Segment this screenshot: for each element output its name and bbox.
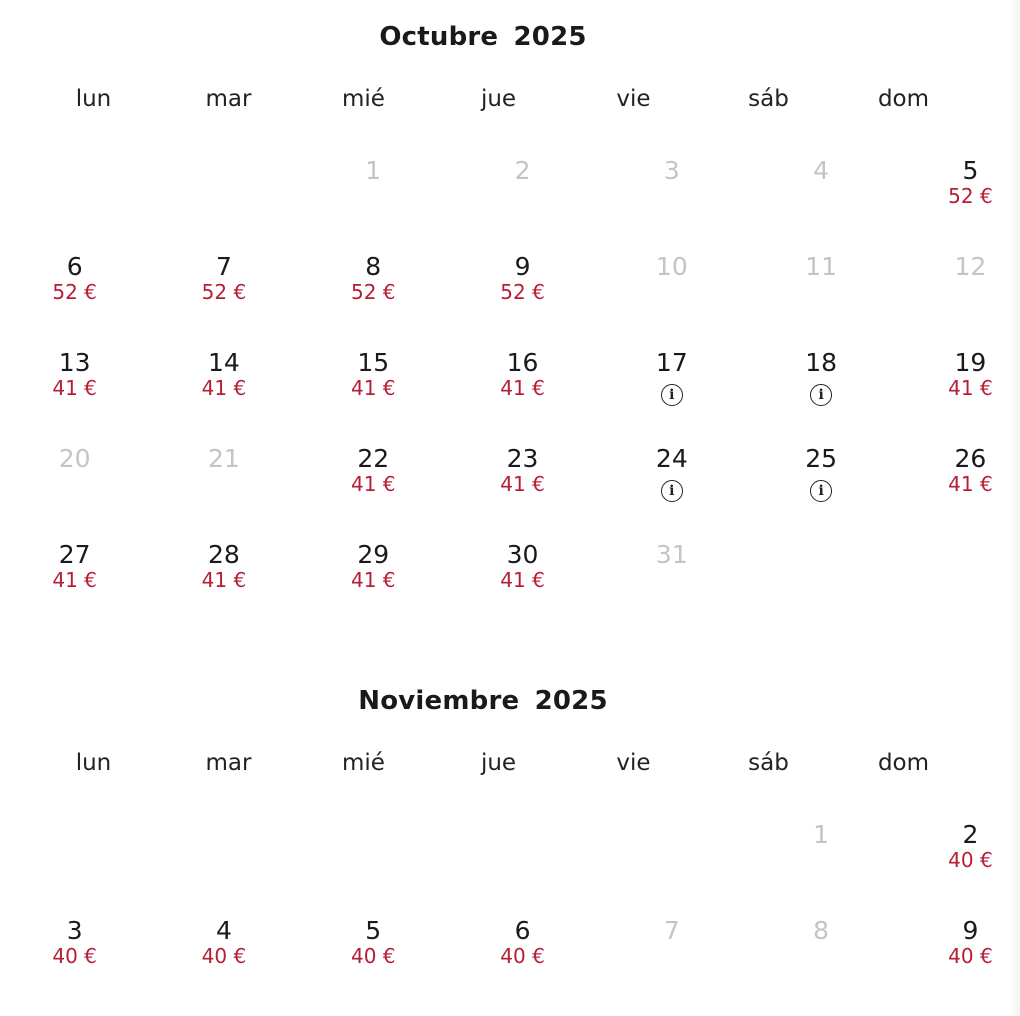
day-grid [0, 814, 1000, 1006]
day-cell[interactable] [448, 910, 597, 1006]
day-number: 22 [357, 444, 390, 473]
day-number: 7 [215, 252, 232, 281]
info-icon[interactable]: i [810, 384, 832, 406]
day-price: 41 € [350, 568, 396, 592]
info-icon[interactable]: i [810, 480, 832, 502]
day-number: 31 [655, 540, 688, 569]
weekday-label: jue [480, 750, 517, 776]
day-number: 4 [215, 916, 232, 945]
day-number: 17 [655, 348, 688, 377]
day-cell-disabled [448, 150, 597, 246]
day-cell[interactable] [448, 438, 597, 534]
day-cell-disabled [0, 438, 149, 534]
day-number: 30 [506, 540, 539, 569]
day-cell[interactable] [896, 342, 1020, 438]
day-number: 16 [506, 348, 539, 377]
day-cell-disabled [896, 246, 1020, 342]
day-price: 41 € [201, 376, 247, 400]
weekday-label: vie [616, 750, 651, 776]
day-price: 52 € [500, 280, 545, 304]
month-title: Noviembre 2025 [358, 686, 608, 716]
day-number: 25 [805, 444, 838, 473]
day-price: 52 € [350, 280, 396, 304]
day-price: 41 € [500, 568, 545, 592]
day-number: 9 [514, 252, 531, 281]
day-price: 40 € [52, 944, 97, 968]
day-cell-disabled [746, 150, 895, 246]
day-cell[interactable] [299, 246, 448, 342]
day-number: 23 [506, 444, 539, 473]
weekday-label: mar [205, 86, 252, 112]
day-number: 3 [66, 916, 83, 945]
info-icon[interactable]: i [661, 384, 683, 406]
day-price: 41 € [948, 376, 993, 400]
weekday-label: vie [616, 86, 651, 112]
weekday-label: mié [342, 750, 385, 776]
weekday-label: mar [205, 750, 252, 776]
day-number: 9 [962, 916, 979, 945]
day-number: 3 [663, 156, 680, 185]
day-cell[interactable] [448, 246, 597, 342]
day-number: 8 [365, 252, 382, 281]
day-price: 40 € [948, 848, 993, 872]
day-number: 2 [514, 156, 531, 185]
day-cell[interactable] [0, 910, 149, 1006]
day-cell-disabled [597, 150, 746, 246]
day-cell[interactable] [299, 534, 448, 630]
day-number: 10 [655, 252, 688, 281]
weekday-label: sáb [748, 86, 789, 112]
day-number: 8 [813, 916, 830, 945]
day-price: 40 € [350, 944, 396, 968]
day-number: 11 [805, 252, 838, 281]
weekday-label: dom [877, 750, 930, 776]
day-cell[interactable] [0, 246, 149, 342]
day-price: 52 € [948, 184, 993, 208]
day-number: 5 [365, 916, 382, 945]
day-price: 40 € [948, 944, 993, 968]
day-number: 15 [357, 348, 390, 377]
day-cell[interactable] [0, 342, 149, 438]
day-number: 2 [962, 820, 979, 849]
day-price: 40 € [201, 944, 247, 968]
day-number: 26 [954, 444, 987, 473]
day-cell[interactable] [149, 342, 298, 438]
day-cell-disabled [746, 246, 895, 342]
day-number: 5 [962, 156, 979, 185]
weekday-label: lun [75, 750, 112, 776]
day-number: 1 [813, 820, 830, 849]
day-cell[interactable] [299, 910, 448, 1006]
day-cell[interactable] [896, 438, 1020, 534]
day-number: 1 [365, 156, 382, 185]
day-price: 41 € [52, 376, 97, 400]
weekday-label: sáb [748, 750, 789, 776]
day-number: 12 [954, 252, 987, 281]
weekday-header [26, 750, 971, 776]
day-number: 14 [208, 348, 240, 377]
day-cell-disabled [746, 814, 895, 910]
day-cell-disabled [597, 246, 746, 342]
day-cell[interactable] [149, 534, 298, 630]
day-number: 24 [655, 444, 688, 473]
weekday-label: mié [342, 86, 385, 112]
weekday-header [26, 86, 971, 112]
day-price: 52 € [52, 280, 97, 304]
scroll-edge-shade [1008, 0, 1020, 1016]
weekday-label: lun [75, 86, 112, 112]
month-title: Octubre 2025 [379, 22, 587, 52]
day-cell-disabled [597, 534, 746, 630]
day-cell[interactable] [896, 910, 1020, 1006]
day-cell[interactable] [0, 534, 149, 630]
weekday-label: jue [480, 86, 517, 112]
day-price: 41 € [52, 568, 97, 592]
day-cell[interactable] [896, 814, 1020, 910]
day-price: 41 € [201, 568, 247, 592]
day-number: 28 [208, 540, 240, 569]
day-cell-disabled [299, 150, 448, 246]
day-cell-disabled [746, 910, 895, 1006]
day-price: 41 € [500, 472, 545, 496]
day-cell[interactable] [597, 342, 746, 438]
day-cell[interactable] [896, 150, 1020, 246]
day-number: 21 [208, 444, 240, 473]
day-price: 41 € [350, 472, 396, 496]
day-number: 7 [663, 916, 680, 945]
day-price: 52 € [201, 280, 247, 304]
day-cell[interactable] [746, 342, 895, 438]
day-grid [0, 150, 1000, 630]
day-number: 19 [954, 348, 987, 377]
day-number: 6 [66, 252, 83, 281]
day-number: 13 [58, 348, 91, 377]
day-number: 20 [58, 444, 91, 473]
day-cell[interactable] [448, 342, 597, 438]
day-price: 41 € [948, 472, 993, 496]
day-price: 41 € [350, 376, 396, 400]
day-cell[interactable] [299, 438, 448, 534]
day-number: 29 [357, 540, 390, 569]
day-cell[interactable] [299, 342, 448, 438]
day-number: 18 [805, 348, 838, 377]
day-price: 40 € [500, 944, 545, 968]
info-icon[interactable]: i [661, 480, 683, 502]
day-cell[interactable] [597, 438, 746, 534]
day-number: 6 [514, 916, 531, 945]
day-cell-disabled [149, 438, 298, 534]
day-number: 27 [58, 540, 91, 569]
weekday-label: dom [877, 86, 930, 112]
day-price: 41 € [500, 376, 545, 400]
day-cell-disabled [597, 910, 746, 1006]
day-cell[interactable] [746, 438, 895, 534]
day-cell[interactable] [149, 910, 298, 1006]
day-cell[interactable] [448, 534, 597, 630]
day-number: 4 [813, 156, 830, 185]
day-cell[interactable] [149, 246, 298, 342]
